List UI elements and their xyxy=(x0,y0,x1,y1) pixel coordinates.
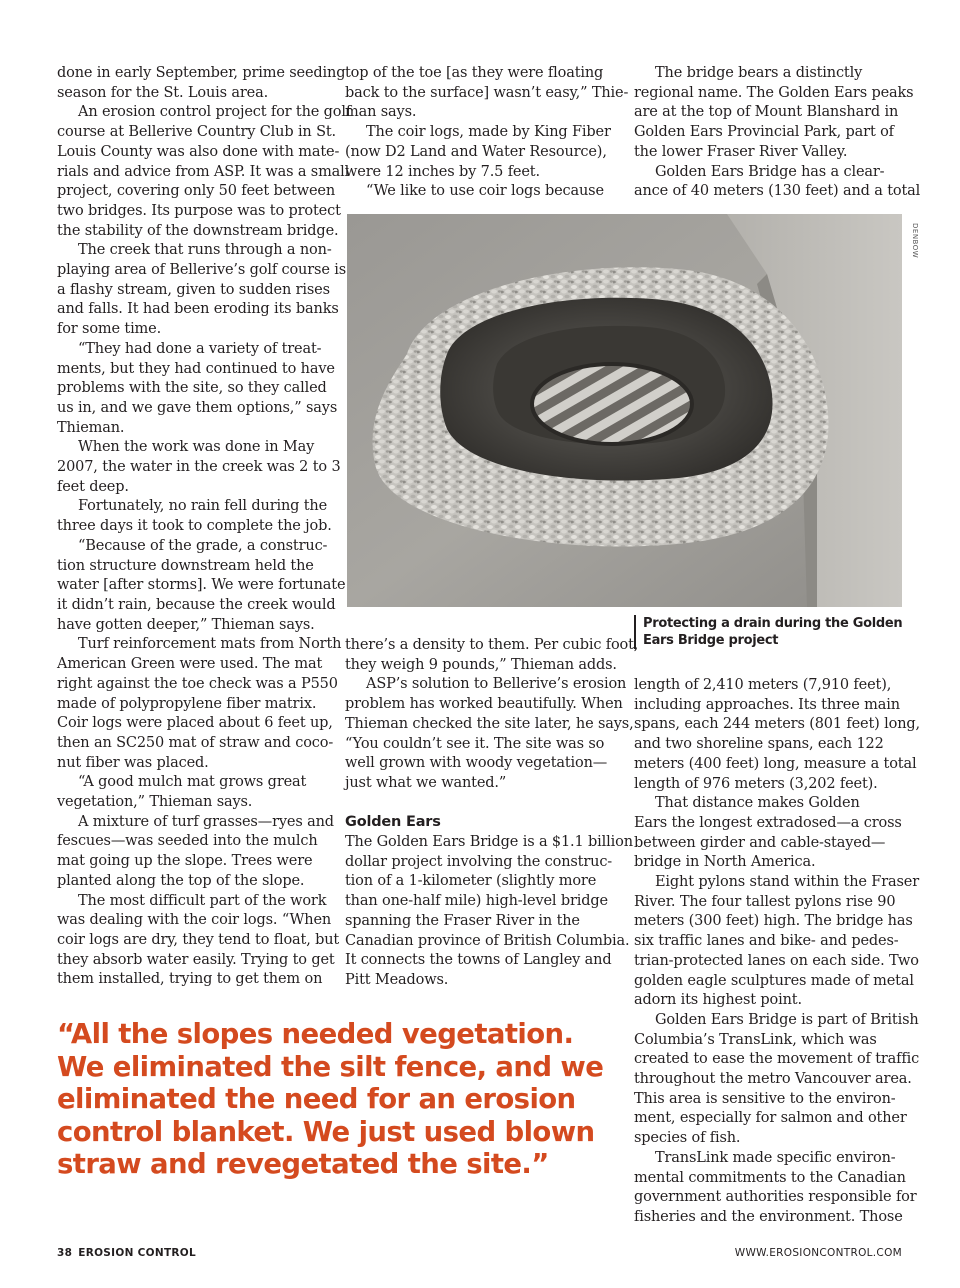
body-text-line: “Because of the grade, a construc- xyxy=(78,537,328,554)
body-text-line: This area is sensitive to the environ- xyxy=(634,1090,896,1107)
pull-quote-line: “All the slopes needed vegetation. xyxy=(57,1018,574,1050)
article-column-2-bottom xyxy=(345,636,639,991)
pull-quote-line: control blanket. We just used blown xyxy=(57,1115,595,1148)
body-text-line: meters (400 feet) long, measure a total xyxy=(634,755,917,772)
body-text-line: dollar project involving the construc- xyxy=(345,853,613,870)
pull-quote-line: eliminated the need for an erosion xyxy=(57,1083,576,1116)
body-text-line: season for the St. Louis area. xyxy=(57,84,269,101)
drain-protection-photo xyxy=(347,214,902,607)
body-text-line: back to the surface] wasn’t easy,” Thie- xyxy=(345,84,629,101)
body-text-line: are at the top of Mount Blanshard in xyxy=(634,104,899,121)
body-text-line: 2007, the water in the creek was 2 to 3 xyxy=(57,459,341,476)
body-text-line: Louis County was also done with mate- xyxy=(57,143,340,160)
body-text-line: Fortunately, no rain fell during the xyxy=(78,498,328,515)
body-text-line: Turf reinforcement mats from North xyxy=(78,636,342,653)
body-text-line: That distance makes Golden xyxy=(655,795,860,812)
photo-credit: DENBOW xyxy=(911,223,919,259)
body-text-line: adorn its highest point. xyxy=(634,992,802,1009)
body-text-line: Ears the longest extradosed—a cross xyxy=(634,814,902,831)
body-text-line: the stability of the downstream bridge. xyxy=(57,222,339,239)
body-text-line: vegetation,” Thieman says. xyxy=(57,794,253,811)
body-text-line: “A good mulch mat grows great xyxy=(78,774,307,791)
body-text-line: than one-half mile) high-level bridge xyxy=(345,893,608,910)
body-text-line: two bridges. Its purpose was to protect xyxy=(57,202,341,219)
body-text-line: fisheries and the environment. Those xyxy=(634,1208,903,1225)
page-number: 38 xyxy=(57,1247,73,1259)
body-text-line: right against the toe check was a P550 xyxy=(57,675,338,692)
body-text-line: planted along the top of the slope. xyxy=(57,872,305,889)
section-heading: Golden Ears xyxy=(345,814,441,831)
body-text-line: there’s a density to them. Per cubic foot, xyxy=(345,637,639,653)
body-text-line: ment, especially for salmon and other xyxy=(634,1110,907,1127)
body-text-line: it didn’t rain, because the creek would xyxy=(57,596,336,613)
photo-caption-line: Ears Bridge project xyxy=(643,633,779,648)
body-text-line: Golden Ears Bridge has a clear- xyxy=(655,163,885,180)
article-column-3-top xyxy=(634,64,921,202)
body-text-line: nut fiber was placed. xyxy=(57,754,209,771)
body-text-line: The Golden Ears Bridge is a $1.1 billion xyxy=(345,834,633,851)
body-text-line: then an SC250 mat of straw and coco- xyxy=(57,734,334,751)
body-text-line: fescues—was seeded into the mulch xyxy=(57,833,318,850)
body-text-line: three days it took to complete the job. xyxy=(57,518,332,535)
body-text-line: man says. xyxy=(345,104,417,121)
body-text-line: done in early September, prime seeding xyxy=(57,65,346,81)
body-text-line: golden eagle sculptures made of metal xyxy=(634,972,914,989)
body-text-line: ASP’s solution to Bellerive’s erosion xyxy=(366,676,627,693)
body-text-line: length of 2,410 meters (7,910 feet), xyxy=(634,677,892,693)
footer-website: WWW.EROSIONCONTROL.COM xyxy=(734,1247,902,1259)
body-text-line: throughout the metro Vancouver area. xyxy=(634,1071,912,1088)
body-text-line: (now D2 Land and Water Resource), xyxy=(345,143,607,160)
body-text-line: tion structure downstream held the xyxy=(57,557,314,574)
body-text-line: a flashy stream, given to sudden rises xyxy=(57,281,330,298)
magazine-name: EROSION CONTROL xyxy=(78,1247,197,1259)
body-text-line: species of fish. xyxy=(634,1130,741,1147)
body-text-line: problem has worked beautifully. When xyxy=(345,696,623,713)
body-text-line: Golden Ears Provincial Park, part of xyxy=(634,124,894,141)
body-text-line: ments, but they had continued to have xyxy=(57,360,335,377)
body-text-line: “We like to use coir logs because xyxy=(366,183,604,200)
body-text-line: “They had done a variety of treat- xyxy=(78,340,322,357)
body-text-line: including approaches. Its three main xyxy=(634,696,900,713)
body-text-line: project, covering only 50 feet between xyxy=(57,183,336,200)
pull-quote xyxy=(57,1018,617,1181)
body-text-line: Pitt Meadows. xyxy=(345,971,449,988)
body-text-line: River. The four tallest pylons rise 90 xyxy=(634,893,896,910)
article-column-2-top xyxy=(345,64,629,202)
body-text-line: problems with the site, so they called xyxy=(57,380,327,397)
body-text-line: water [after storms]. We were fortunate xyxy=(57,577,346,594)
body-text-line: spans, each 244 meters (801 feet) long, xyxy=(634,716,920,733)
body-text-line: The bridge bears a distinctly xyxy=(655,65,863,81)
photo-caption xyxy=(634,615,904,649)
body-text-line: meters (300 feet) high. The bridge has xyxy=(634,913,913,930)
body-text-line: between girder and cable-stayed— xyxy=(634,834,886,851)
body-text-line: course at Bellerive Country Club in St. xyxy=(57,124,337,141)
body-text-line: TransLink made specific environ- xyxy=(655,1149,896,1166)
body-text-line: American Green were used. The mat xyxy=(57,656,323,673)
body-text-line: us in, and we gave them options,” says xyxy=(57,399,338,416)
body-text-line: they absorb water easily. Trying to get xyxy=(57,951,335,968)
article-column-1 xyxy=(57,64,352,990)
body-text-line: the lower Fraser River Valley. xyxy=(634,143,848,160)
body-text-line: six traffic lanes and bike- and pedes- xyxy=(634,933,899,950)
pull-quote-line: straw and revegetated the site.” xyxy=(57,1148,549,1181)
pull-quote-line: We eliminated the silt fence, and we xyxy=(57,1050,604,1083)
body-text-line: length of 976 meters (3,202 feet). xyxy=(634,775,878,792)
body-text-line: coir logs are dry, they tend to float, but xyxy=(57,931,340,948)
body-text-line: was dealing with the coir logs. “When xyxy=(57,912,332,929)
body-text-line: A mixture of turf grasses—ryes and xyxy=(78,813,334,830)
photo-caption-line: Protecting a drain during the Golden xyxy=(643,616,903,631)
body-text-line: government authorities responsible for xyxy=(634,1189,917,1206)
body-text-line: Eight pylons stand within the Fraser xyxy=(655,874,919,891)
body-text-line: “You couldn’t see it. The site was so xyxy=(345,735,605,752)
body-text-line: trian-protected lanes on each side. Two xyxy=(634,952,919,969)
body-text-line: Canadian province of British Columbia. xyxy=(345,932,630,949)
body-text-line: Thieman. xyxy=(57,419,125,436)
body-text-line: regional name. The Golden Ears peaks xyxy=(634,84,914,101)
body-text-line: and falls. It had been eroding its banks xyxy=(57,301,339,318)
body-text-line: An erosion control project for the golf xyxy=(78,104,352,121)
body-text-line: and two shoreline spans, each 122 xyxy=(634,736,884,753)
body-text-line: just what we wanted.” xyxy=(345,774,507,791)
body-text-line: they weigh 9 pounds,” Thieman adds. xyxy=(345,656,617,673)
body-text-line: spanning the Fraser River in the xyxy=(345,912,580,929)
body-text-line: Coir logs were placed about 6 feet up, xyxy=(57,715,333,732)
footer-folio xyxy=(57,1247,196,1259)
body-text-line: bridge in North America. xyxy=(634,854,816,871)
article-column-3-bottom xyxy=(634,676,920,1228)
body-text-line: them installed, trying to get them on xyxy=(57,971,323,988)
body-text-line: When the work was done in May xyxy=(78,439,315,456)
body-text-line: made of polypropylene fiber matrix. xyxy=(57,695,317,712)
body-text-line: for some time. xyxy=(57,321,162,338)
body-text-line: top of the toe [as they were floating xyxy=(345,65,604,81)
body-text-line: The coir logs, made by King Fiber xyxy=(366,124,611,141)
body-text-line: It connects the towns of Langley and xyxy=(345,952,612,969)
body-text-line: rials and advice from ASP. It was a small xyxy=(57,163,350,180)
body-text-line: Golden Ears Bridge is part of British xyxy=(655,1011,919,1028)
body-text-line: created to ease the movement of traffic xyxy=(634,1051,920,1068)
body-text-line: mat going up the slope. Trees were xyxy=(57,853,313,870)
body-text-line: ance of 40 meters (130 feet) and a total xyxy=(634,183,921,200)
body-text-line: were 12 inches by 7.5 feet. xyxy=(345,163,540,180)
body-text-line: The most difficult part of the work xyxy=(78,892,327,909)
body-text-line: feet deep. xyxy=(57,478,129,495)
body-text-line: well grown with woody vegetation— xyxy=(345,755,608,772)
body-text-line: Columbia’s TransLink, which was xyxy=(634,1031,877,1048)
body-text-line: mental commitments to the Canadian xyxy=(634,1169,906,1186)
body-text-line: playing area of Bellerive’s golf course is xyxy=(57,262,346,279)
body-text-line: tion of a 1-kilometer (slightly more xyxy=(345,873,597,890)
body-text-line: have gotten deeper,” Thieman says. xyxy=(57,616,315,633)
body-text-line: The creek that runs through a non- xyxy=(78,242,332,259)
body-text-line: Thieman checked the site later, he says, xyxy=(345,715,634,732)
